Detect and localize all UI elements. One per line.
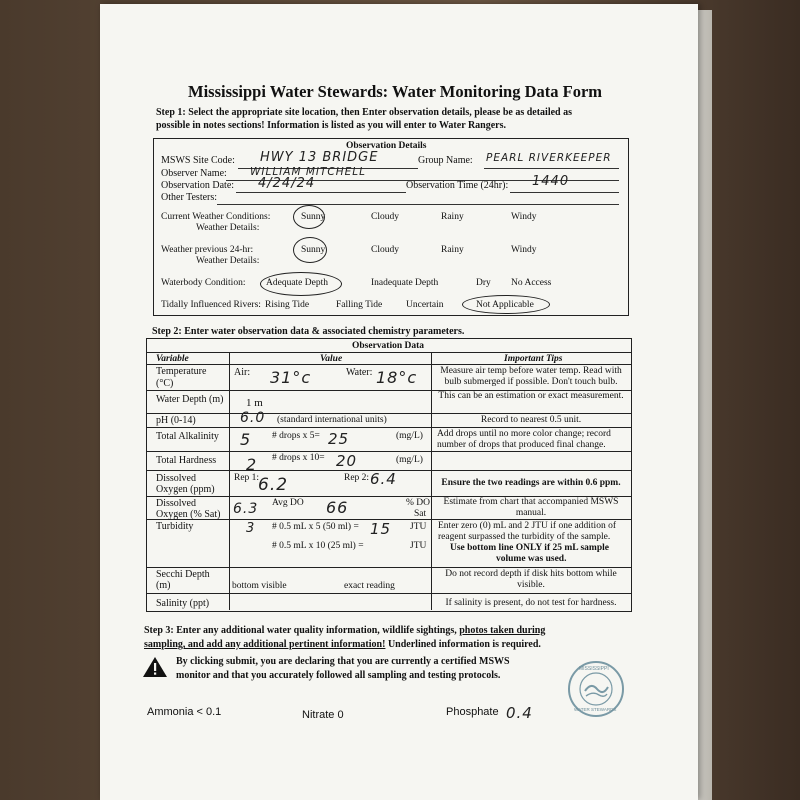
water-temp-field[interactable]: 18°c bbox=[376, 368, 418, 387]
column-tips-header: Important Tips bbox=[504, 354, 563, 364]
group-name-underline bbox=[484, 168, 619, 169]
tidal-option-rising[interactable]: Rising Tide bbox=[265, 300, 310, 310]
do-sat-label-line1: Dissolved bbox=[156, 498, 196, 509]
turbidity-tip-line4: volume was used. bbox=[496, 554, 567, 564]
hardness-calc-label: # drops x 10= bbox=[272, 453, 325, 463]
do-rep1-field[interactable]: 6.2 bbox=[258, 475, 289, 495]
declaration-line1: By clicking submit, you are declaring that you are currently a certified MSWS bbox=[176, 656, 510, 667]
water-depth-field[interactable]: 1 m bbox=[246, 397, 263, 409]
waterbody-selection-circle bbox=[260, 272, 342, 296]
step1-instruction-line2: possible in notes sections! Information is listed as you will enter to Water Rangers. bbox=[156, 120, 507, 131]
previous-weather-selection-circle bbox=[293, 237, 327, 263]
waterbody-condition-label: Waterbody Condition: bbox=[161, 278, 246, 288]
observation-time-field[interactable]: 1440 bbox=[532, 174, 570, 189]
do-avg-label: Avg DO bbox=[272, 498, 304, 508]
step3-line1-text: Step 3: Enter any additional water quality information, wildlife sightings, bbox=[144, 625, 460, 636]
turbidity-line1-unit: JTU bbox=[410, 522, 427, 532]
current-weather-option-windy[interactable]: Windy bbox=[511, 212, 537, 222]
secchi-option-exact-reading[interactable]: exact reading bbox=[344, 581, 395, 591]
alkalinity-calc-label: # drops x 5= bbox=[272, 431, 320, 441]
previous-weather-option-windy[interactable]: Windy bbox=[511, 245, 537, 255]
turbidity-tip-line3: Use bottom line ONLY if 25 mL sample bbox=[450, 543, 609, 553]
water-depth-label: Water Depth (m) bbox=[156, 394, 224, 405]
tidal-option-not-applicable[interactable]: Not Applicable bbox=[476, 300, 534, 310]
do-sat-percent-field[interactable]: 66 bbox=[326, 498, 349, 517]
temperature-unit-label: (°C) bbox=[156, 378, 174, 389]
table-rule bbox=[146, 593, 632, 594]
current-weather-selection-circle bbox=[293, 205, 325, 229]
group-name-label: Group Name: bbox=[418, 155, 473, 166]
alkalinity-drops-field[interactable]: 5 bbox=[240, 430, 252, 449]
step3-line2-required: sampling, and add any additional pertinent information! bbox=[144, 639, 386, 650]
observation-data-header: Observation Data bbox=[352, 341, 425, 351]
ph-tip: Record to nearest 0.5 unit. bbox=[480, 415, 582, 425]
air-temp-field[interactable]: 31°c bbox=[270, 368, 312, 387]
secchi-label-line2: (m) bbox=[156, 580, 171, 591]
site-code-field[interactable]: HWY 13 BRIDGE bbox=[260, 150, 379, 165]
form-title: Mississippi Water Stewards: Water Monitoring Data Form bbox=[188, 82, 603, 101]
current-weather-details-label: Weather Details: bbox=[196, 223, 260, 233]
waterbody-option-inadequate[interactable]: Inadequate Depth bbox=[371, 278, 439, 288]
do-rep2-field[interactable]: 6.4 bbox=[370, 470, 397, 488]
table-rule bbox=[146, 364, 632, 365]
waterbody-option-no-access[interactable]: No Access bbox=[511, 278, 552, 288]
secchi-tip: Do not record depth if disk hits bottom while visible. bbox=[445, 569, 617, 590]
table-rule bbox=[146, 427, 632, 428]
warning-icon bbox=[142, 656, 168, 678]
hardness-result-field[interactable]: 20 bbox=[336, 452, 358, 470]
previous-weather-option-cloudy[interactable]: Cloudy bbox=[371, 245, 399, 255]
step2-heading: Step 2: Enter water observation data & associated chemistry parameters. bbox=[152, 326, 465, 337]
ph-label: pH (0-14) bbox=[156, 415, 196, 426]
seal-text-top: MISSISSIPPI bbox=[579, 666, 609, 672]
observation-time-label: Observation Time (24hr): bbox=[406, 180, 509, 191]
phosphate-label: Phosphate bbox=[446, 706, 499, 718]
turbidity-tip-line1: Enter zero (0) mL and 2 JTU if one addition of bbox=[438, 521, 616, 531]
salinity-label: Salinity (ppt) bbox=[156, 598, 210, 609]
table-rule bbox=[146, 451, 632, 452]
step1-instruction-line1: Step 1: Select the appropriate site location, then Enter observation details, please be as detailed as bbox=[156, 107, 572, 118]
ph-units-label: (standard international units) bbox=[277, 415, 387, 425]
hardness-units: (mg/L) bbox=[396, 455, 423, 465]
previous-weather-label: Weather previous 24-hr: bbox=[161, 245, 254, 255]
data-form-sheet bbox=[100, 4, 698, 800]
water-temp-label: Water: bbox=[346, 367, 373, 378]
hardness-label: Total Hardness bbox=[156, 455, 217, 466]
ph-field[interactable]: 6.0 bbox=[240, 410, 266, 426]
turbidity-value-field[interactable]: 3 bbox=[246, 521, 256, 536]
air-temp-label: Air: bbox=[234, 367, 251, 378]
previous-weather-details-label: Weather Details: bbox=[196, 256, 260, 266]
turbidity-label: Turbidity bbox=[156, 521, 194, 532]
site-code-label: MSWS Site Code: bbox=[161, 155, 235, 166]
tidal-selection-circle bbox=[462, 295, 550, 314]
nitrate-note: Nitrate 0 bbox=[302, 709, 344, 721]
observation-time-underline bbox=[510, 192, 619, 193]
current-weather-option-sunny[interactable]: Sunny bbox=[301, 212, 326, 222]
waterbody-option-adequate[interactable]: Adequate Depth bbox=[266, 278, 328, 288]
alkalinity-result-field[interactable]: 25 bbox=[328, 430, 350, 448]
step3-line2 bbox=[144, 639, 541, 650]
group-name-field[interactable]: PEARL RIVERKEEPER bbox=[486, 152, 612, 164]
do-rep2-label: Rep 2: bbox=[344, 473, 370, 483]
turbidity-line1-field[interactable]: 15 bbox=[370, 520, 392, 538]
observation-date-label: Observation Date: bbox=[161, 180, 235, 191]
table-rule bbox=[146, 352, 632, 353]
current-weather-option-cloudy[interactable]: Cloudy bbox=[371, 212, 399, 222]
seal-text-bottom: WATER STEWARDS bbox=[574, 707, 617, 712]
column-variable-header: Variable bbox=[156, 354, 189, 364]
current-weather-label: Current Weather Conditions: bbox=[161, 212, 271, 222]
column-value-header: Value bbox=[320, 354, 343, 364]
other-testers-label: Other Testers: bbox=[161, 192, 218, 203]
observation-details-header: Observation Details bbox=[346, 141, 427, 151]
declaration-line2: monitor and that you accurately followed all sampling and testing protocols. bbox=[176, 670, 501, 681]
ammonia-note: Ammonia < 0.1 bbox=[147, 706, 222, 718]
do-rep1-label: Rep 1: bbox=[234, 473, 260, 483]
step3-line1-required: photos taken during bbox=[459, 625, 546, 636]
step3-line2-text: Underlined information is required. bbox=[385, 639, 541, 650]
do-sat-percent-label: % DO bbox=[406, 498, 431, 508]
waterbody-option-dry[interactable]: Dry bbox=[476, 278, 491, 288]
step3-line1 bbox=[144, 625, 545, 636]
water-stewards-seal bbox=[567, 660, 625, 718]
tidal-rivers-label: Tidally Influenced Rivers: bbox=[161, 300, 261, 310]
previous-weather-option-sunny[interactable]: Sunny bbox=[301, 245, 326, 255]
observation-date-field[interactable]: 4/24/24 bbox=[258, 176, 316, 191]
do-sat-sat-label: Sat bbox=[414, 509, 427, 519]
observer-name-label: Observer Name: bbox=[161, 168, 227, 179]
tidal-option-uncertain[interactable]: Uncertain bbox=[406, 300, 444, 310]
do-sat-label-line2: Oxygen (% Sat) bbox=[156, 509, 221, 520]
do-ppm-label-line2: Oxygen (ppm) bbox=[156, 484, 215, 495]
phosphate-value: 0.4 bbox=[506, 704, 533, 722]
hardness-drops-field[interactable]: 2 bbox=[246, 455, 258, 474]
secchi-label-line1: Secchi Depth bbox=[156, 569, 210, 580]
do-ppm-label-line1: Dissolved bbox=[156, 473, 196, 484]
alkalinity-label: Total Alkalinity bbox=[156, 431, 219, 442]
do-sat-value-field[interactable]: 6.3 bbox=[233, 501, 259, 517]
previous-weather-option-rainy[interactable]: Rainy bbox=[441, 245, 464, 255]
current-weather-option-rainy[interactable]: Rainy bbox=[441, 212, 464, 222]
temperature-label: Temperature bbox=[156, 366, 207, 377]
observation-date-underline bbox=[236, 192, 406, 193]
turbidity-line2-unit: JTU bbox=[410, 541, 427, 551]
tidal-option-falling[interactable]: Falling Tide bbox=[336, 300, 383, 310]
salinity-tip: If salinity is present, do not test for hardness. bbox=[445, 598, 617, 608]
observer-name-field[interactable]: WILLIAM MITCHELL bbox=[250, 166, 366, 178]
do-sat-tip: Estimate from chart that accompanied MSWS manual. bbox=[443, 497, 619, 518]
temperature-tip: Measure air temp before water temp. Read with bulb submerged if possible. Don't touch bulb. bbox=[440, 366, 622, 387]
secchi-option-bottom-visible[interactable]: bottom visible bbox=[232, 581, 287, 591]
turbidity-line1-label: # 0.5 mL x 5 (50 ml) = bbox=[272, 522, 359, 532]
alkalinity-units: (mg/L) bbox=[396, 431, 423, 441]
alkalinity-tip: Add drops until no more color change; record number of drops that produced final change. bbox=[437, 429, 611, 450]
table-rule bbox=[146, 567, 632, 568]
do-ppm-tip: Ensure the two readings are within 0.6 ppm. bbox=[441, 478, 621, 488]
other-testers-underline bbox=[217, 204, 619, 205]
water-depth-tip: This can be an estimation or exact measurement. bbox=[438, 391, 624, 401]
turbidity-tip-line2: reagent surpassed the turbidity of the sample. bbox=[438, 532, 611, 542]
turbidity-line2-label: # 0.5 mL x 10 (25 ml) = bbox=[272, 541, 364, 551]
table-rule bbox=[146, 413, 632, 414]
